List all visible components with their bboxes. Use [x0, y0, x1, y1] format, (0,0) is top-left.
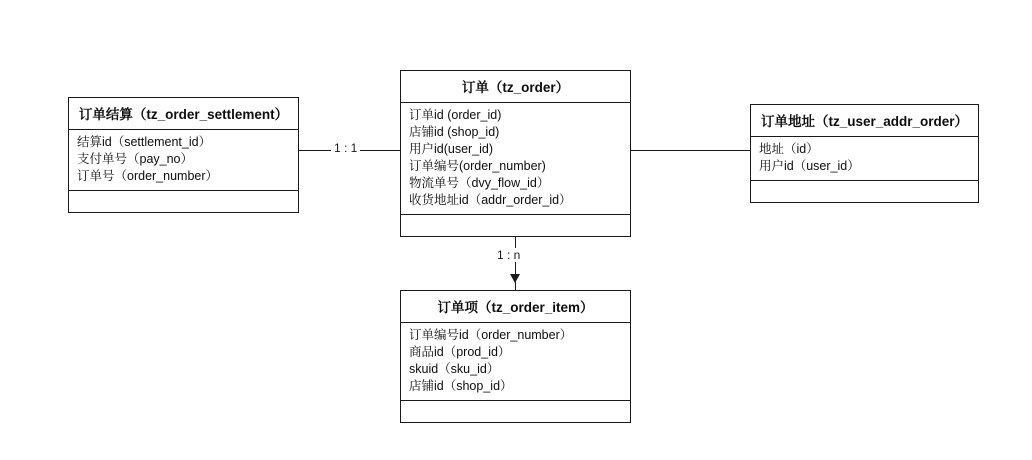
entity-attributes-order-settlement	[69, 130, 298, 191]
entity-order[interactable]	[400, 70, 631, 237]
attribute-row: 店铺id (shop_id)	[409, 125, 500, 139]
entity-attributes-user-addr-order	[751, 137, 978, 181]
entity-footer-user-addr-order	[751, 181, 978, 202]
entity-footer-order-settlement	[69, 191, 298, 212]
attribute-row: 地址（id）	[759, 142, 819, 156]
entity-footer-order-item	[401, 401, 630, 422]
entity-title-order-item: 订单项（tz_order_item）	[401, 291, 630, 323]
entity-title-order-settlement: 订单结算（tz_order_settlement）	[69, 98, 298, 130]
attribute-row: skuid（sku_id）	[409, 362, 500, 376]
attribute-row: 物流单号（dvy_flow_id）	[409, 176, 550, 190]
attribute-row: 订单编号id（order_number）	[409, 328, 573, 342]
attribute-row: 用户id（user_id）	[759, 159, 860, 173]
attribute-row: 收货地址id（addr_order_id）	[409, 193, 572, 207]
connector-order-address	[631, 150, 750, 151]
attribute-row: 支付单号（pay_no）	[77, 152, 194, 166]
entity-order-item[interactable]	[400, 290, 631, 423]
edge-label-settlement-order: 1 : 1	[331, 141, 360, 155]
entity-title-user-addr-order: 订单地址（tz_user_addr_order）	[751, 105, 978, 137]
attribute-row: 结算id（settlement_id）	[77, 135, 212, 149]
attribute-row: 用户id(user_id)	[409, 142, 494, 156]
attribute-row: 订单编号(order_number)	[409, 159, 546, 173]
entity-order-settlement[interactable]	[68, 97, 299, 213]
entity-user-addr-order[interactable]	[750, 104, 979, 203]
entity-footer-order	[401, 215, 630, 236]
attribute-row: 订单号（order_number）	[77, 169, 219, 183]
attribute-row: 商品id（prod_id）	[409, 345, 511, 359]
attribute-row: 订单id (order_id)	[409, 108, 502, 122]
arrow-down-icon	[510, 274, 520, 283]
attribute-row: 店铺id（shop_id）	[409, 379, 513, 393]
edge-label-order-item: 1 : n	[494, 248, 523, 262]
entity-attributes-order-item	[401, 323, 630, 401]
entity-title-order: 订单（tz_order）	[401, 71, 630, 103]
entity-attributes-order	[401, 103, 630, 215]
